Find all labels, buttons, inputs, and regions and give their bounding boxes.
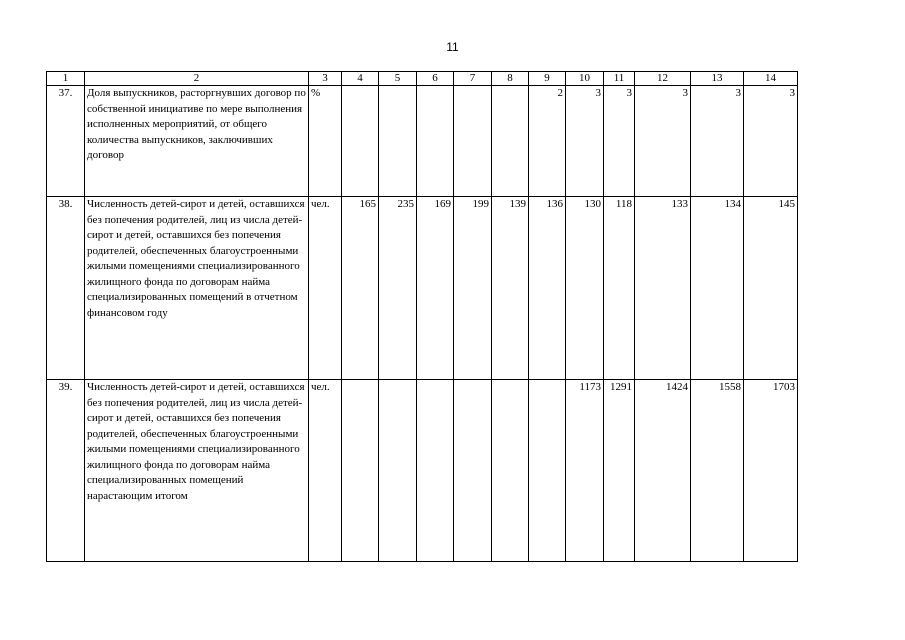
value-cell: 1291 <box>604 380 635 562</box>
value-cell: 169 <box>417 197 454 380</box>
value-cell: 133 <box>635 197 691 380</box>
value-cell: 1703 <box>744 380 798 562</box>
header-cell: 4 <box>342 72 379 86</box>
header-cell: 13 <box>691 72 744 86</box>
value-cell: 165 <box>342 197 379 380</box>
row-description: Доля выпускников, расторгнувших договор по собственной инициативе по мере выполнения исполненных мероприятий, от общего количества выпускников, заключивших договор <box>85 86 309 197</box>
value-cell: 3 <box>566 86 604 197</box>
header-cell: 7 <box>454 72 492 86</box>
value-cell: 118 <box>604 197 635 380</box>
value-cell: 134 <box>691 197 744 380</box>
value-cell <box>379 380 417 562</box>
value-cell: 3 <box>635 86 691 197</box>
value-cell: 1424 <box>635 380 691 562</box>
value-cell: 235 <box>379 197 417 380</box>
table-row <box>47 380 798 562</box>
row-number: 38. <box>47 197 85 380</box>
row-unit: % <box>309 86 342 197</box>
value-cell: 3 <box>604 86 635 197</box>
value-cell: 3 <box>691 86 744 197</box>
header-cell: 2 <box>85 72 309 86</box>
header-cell: 11 <box>604 72 635 86</box>
header-cell: 10 <box>566 72 604 86</box>
value-cell <box>492 86 529 197</box>
page-number: 11 <box>446 40 459 54</box>
header-cell: 14 <box>744 72 798 86</box>
value-cell <box>342 86 379 197</box>
indicators-table <box>46 71 798 562</box>
header-cell: 1 <box>47 72 85 86</box>
value-cell <box>529 380 566 562</box>
value-cell: 136 <box>529 197 566 380</box>
row-unit: чел. <box>309 380 342 562</box>
value-cell <box>379 86 417 197</box>
value-cell <box>454 380 492 562</box>
header-cell: 5 <box>379 72 417 86</box>
table-row <box>47 86 798 197</box>
value-cell: 2 <box>529 86 566 197</box>
value-cell: 3 <box>744 86 798 197</box>
row-unit: чел. <box>309 197 342 380</box>
value-cell: 1558 <box>691 380 744 562</box>
header-row <box>47 72 798 86</box>
value-cell: 1173 <box>566 380 604 562</box>
header-cell: 6 <box>417 72 454 86</box>
header-cell: 12 <box>635 72 691 86</box>
value-cell <box>454 86 492 197</box>
header-cell: 3 <box>309 72 342 86</box>
value-cell <box>492 380 529 562</box>
table-row <box>47 197 798 380</box>
header-cell: 8 <box>492 72 529 86</box>
value-cell <box>417 86 454 197</box>
row-description: Численность детей-сирот и детей, оставшихся без попечения родителей, лиц из числа детей-сирот и детей, оставшихся без попечения родителей, обеспеченных благоустроенными жилыми помещениями специализированного жилищного фонда по договорам найма специализированных помещений в отчетном финансовом году <box>85 197 309 380</box>
value-cell: 130 <box>566 197 604 380</box>
value-cell: 145 <box>744 197 798 380</box>
value-cell <box>342 380 379 562</box>
value-cell: 139 <box>492 197 529 380</box>
row-number: 39. <box>47 380 85 562</box>
row-description: Численность детей-сирот и детей, оставшихся без попечения родителей, лиц из числа детей-сирот и детей, оставшихся без попечения родителей, обеспеченных благоустроенными жилыми помещениями специализированного жилищного фонда по договорам найма специализированных помещений нарастающим итогом <box>85 380 309 562</box>
row-number: 37. <box>47 86 85 197</box>
value-cell <box>417 380 454 562</box>
header-cell: 9 <box>529 72 566 86</box>
value-cell: 199 <box>454 197 492 380</box>
